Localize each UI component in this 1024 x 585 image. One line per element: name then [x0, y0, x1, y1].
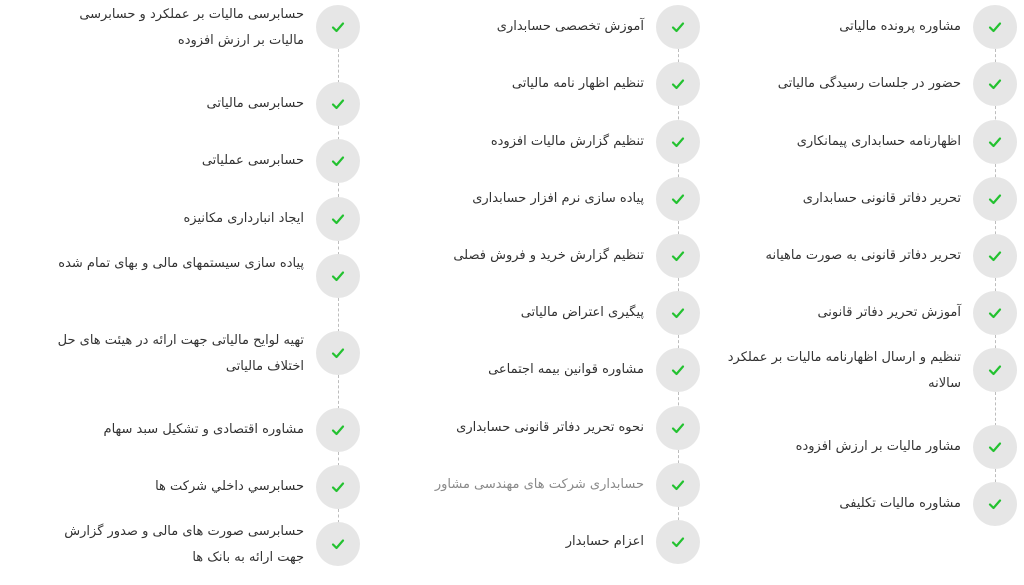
- check-icon: [973, 177, 1017, 221]
- service-label: تحریر دفاتر قانونی به صورت ماهیانه: [765, 248, 961, 263]
- dashed-connector: [338, 375, 339, 409]
- service-label: حسابرسی مالیات بر عملکرد و حسابرسی مالیات بر ارزش افزوده: [79, 7, 304, 48]
- check-icon: [316, 5, 360, 49]
- service-label: آموزش تحریر دفاتر قانونی: [817, 305, 961, 320]
- dashed-connector: [338, 49, 339, 83]
- service-label: حسابرسي داخلي شركت ها: [155, 479, 304, 494]
- service-label: پیاده سازی سیستمهای مالی و بهای تمام شده: [58, 256, 304, 271]
- check-icon: [973, 348, 1017, 392]
- service-label: تنظیم گزارش خرید و فروش فصلی: [453, 248, 644, 263]
- service-label: مشاوره قوانین بیمه اجتماعی: [488, 362, 644, 377]
- service-label: حضور در جلسات رسیدگی مالیاتی: [777, 76, 961, 91]
- check-icon: [973, 482, 1017, 526]
- service-label: مشاوره مالیات تکلیفی: [839, 496, 961, 511]
- check-icon: [316, 197, 360, 241]
- dashed-connector: [338, 241, 339, 255]
- service-label: تنظیم اظهار نامه مالیاتی: [511, 76, 644, 91]
- dashed-connector: [338, 183, 339, 197]
- service-label: تنظیم گزارش مالیات افزوده: [490, 134, 644, 149]
- check-icon: [656, 406, 700, 450]
- check-icon: [656, 463, 700, 507]
- check-icon: [656, 177, 700, 221]
- service-label: ایجاد انبارداری مکانیزه: [183, 211, 304, 226]
- dashed-connector: [338, 126, 339, 140]
- service-label: حسابداری شرکت های مهندسی مشاور: [434, 477, 644, 492]
- check-icon: [973, 291, 1017, 335]
- check-icon: [656, 62, 700, 106]
- service-label: اظهارنامه حسابداری پیمانکاری: [796, 134, 961, 149]
- check-icon: [656, 291, 700, 335]
- service-label: مشاور مالیات بر ارزش افزوده: [795, 439, 961, 454]
- check-icon: [656, 120, 700, 164]
- service-label: نحوه تحریر دفاتر قانونی حسابداری: [456, 420, 644, 435]
- service-label: تهیه لوایح مالیاتی جهت ارائه در هیئت های حل اختلاف مالیاتی: [57, 333, 304, 374]
- service-label: مشاوره اقتصادی و تشکیل سبد سهام: [103, 422, 304, 437]
- service-column-1: [697, 0, 1017, 585]
- dashed-connector: [995, 392, 996, 426]
- check-icon: [316, 408, 360, 452]
- check-icon: [316, 522, 360, 566]
- check-icon: [973, 234, 1017, 278]
- check-icon: [316, 254, 360, 298]
- check-icon: [973, 5, 1017, 49]
- dashed-connector: [338, 509, 339, 523]
- check-icon: [316, 465, 360, 509]
- service-label: تنظیم و ارسال اظهارنامه مالیات بر عملکرد سالانه: [727, 350, 961, 391]
- service-label: پیاده سازی نرم افزار حسابداری: [472, 191, 644, 206]
- check-icon: [656, 5, 700, 49]
- service-label: آموزش تخصصی حسابداری: [496, 19, 644, 34]
- check-icon: [656, 348, 700, 392]
- check-icon: [316, 139, 360, 183]
- service-column-2: [380, 0, 700, 585]
- service-label: تحریر دفاتر قانونی حسابداری: [802, 191, 961, 206]
- check-icon: [973, 425, 1017, 469]
- check-icon: [316, 82, 360, 126]
- dashed-connector: [338, 298, 339, 332]
- service-label: حسابرسی مالیاتی: [206, 96, 304, 111]
- service-label: مشاوره پرونده مالیاتی: [839, 19, 961, 34]
- check-icon: [656, 234, 700, 278]
- service-column-3: [40, 0, 360, 585]
- service-label: حسابرسی صورت های مالی و صدور گزارش جهت ارائه به بانک ها: [64, 524, 304, 565]
- check-icon: [973, 120, 1017, 164]
- service-label: حسابرسی عملیاتی: [201, 153, 304, 168]
- check-icon: [316, 331, 360, 375]
- check-icon: [656, 520, 700, 564]
- service-label: پیگیری اعتراض مالیاتی: [520, 305, 644, 320]
- check-icon: [973, 62, 1017, 106]
- service-label: اعزام حسابدار: [565, 534, 644, 549]
- dashed-connector: [338, 452, 339, 466]
